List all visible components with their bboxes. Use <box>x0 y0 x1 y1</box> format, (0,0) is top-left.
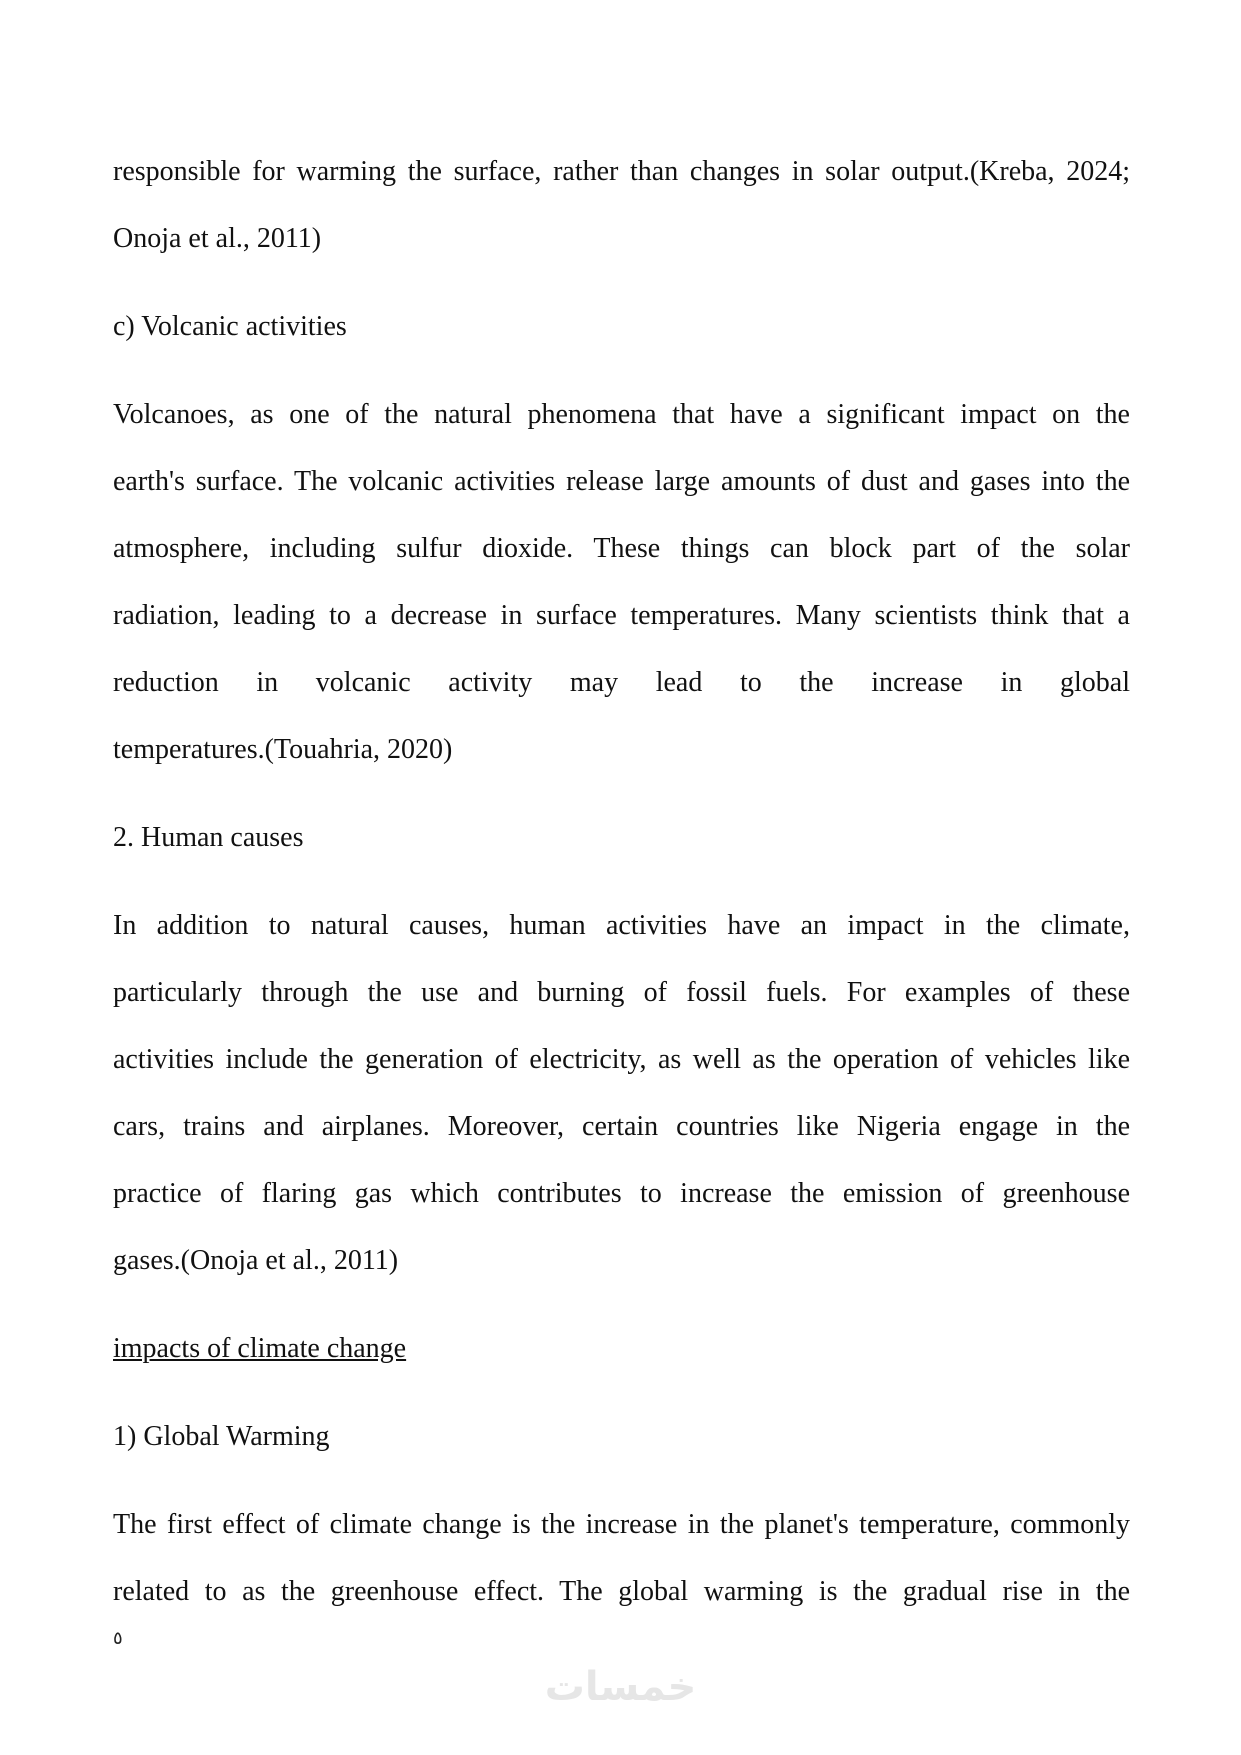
text-line: related to as the greenhouse effect. The global warming is the gradual rise in the <box>113 1576 1130 1607</box>
text-line: atmosphere, including sulfur dioxide. These things can block part of the solar <box>113 533 1130 564</box>
text-line: earth's surface. The volcanic activities release large amounts of dust and gases into the <box>113 466 1130 497</box>
section-heading-impacts: impacts of climate change <box>113 1333 407 1364</box>
section-heading-human-causes: 2. Human causes <box>113 822 304 853</box>
watermark-logo: خمسات <box>544 1664 697 1710</box>
text-line: gases.(Onoja et al., 2011) <box>113 1245 399 1276</box>
text-line: particularly through the use and burning of fossil fuels. For examples of these <box>113 977 1130 1008</box>
text-line: Volcanoes, as one of the natural phenomena that have a significant impact on the <box>113 399 1130 430</box>
page-number: ٥ <box>113 1628 123 1649</box>
text-line: practice of flaring gas which contributes to increase the emission of greenhouse <box>113 1178 1130 1209</box>
text-line: radiation, leading to a decrease in surface temperatures. Many scientists think that a <box>113 600 1130 631</box>
text-line: temperatures.(Touahria, 2020) <box>113 734 453 765</box>
text-line: responsible for warming the surface, rather than changes in solar output.(Kreba, 2024; <box>113 156 1130 187</box>
text-line: activities include the generation of electricity, as well as the operation of vehicles like <box>113 1044 1130 1075</box>
section-heading-volcanic: c) Volcanic activities <box>113 311 347 342</box>
section-heading-global-warming: 1) Global Warming <box>113 1421 330 1452</box>
document-page <box>113 138 1130 1625</box>
text-line: Onoja et al., 2011) <box>113 223 322 254</box>
text-line: In addition to natural causes, human activities have an impact in the climate, <box>113 910 1130 941</box>
text-line: reduction in volcanic activity may lead to the increase in global <box>113 667 1130 698</box>
text-line: The first effect of climate change is the increase in the planet's temperature, commonly <box>113 1509 1130 1540</box>
text-line: cars, trains and airplanes. Moreover, certain countries like Nigeria engage in the <box>113 1111 1130 1142</box>
